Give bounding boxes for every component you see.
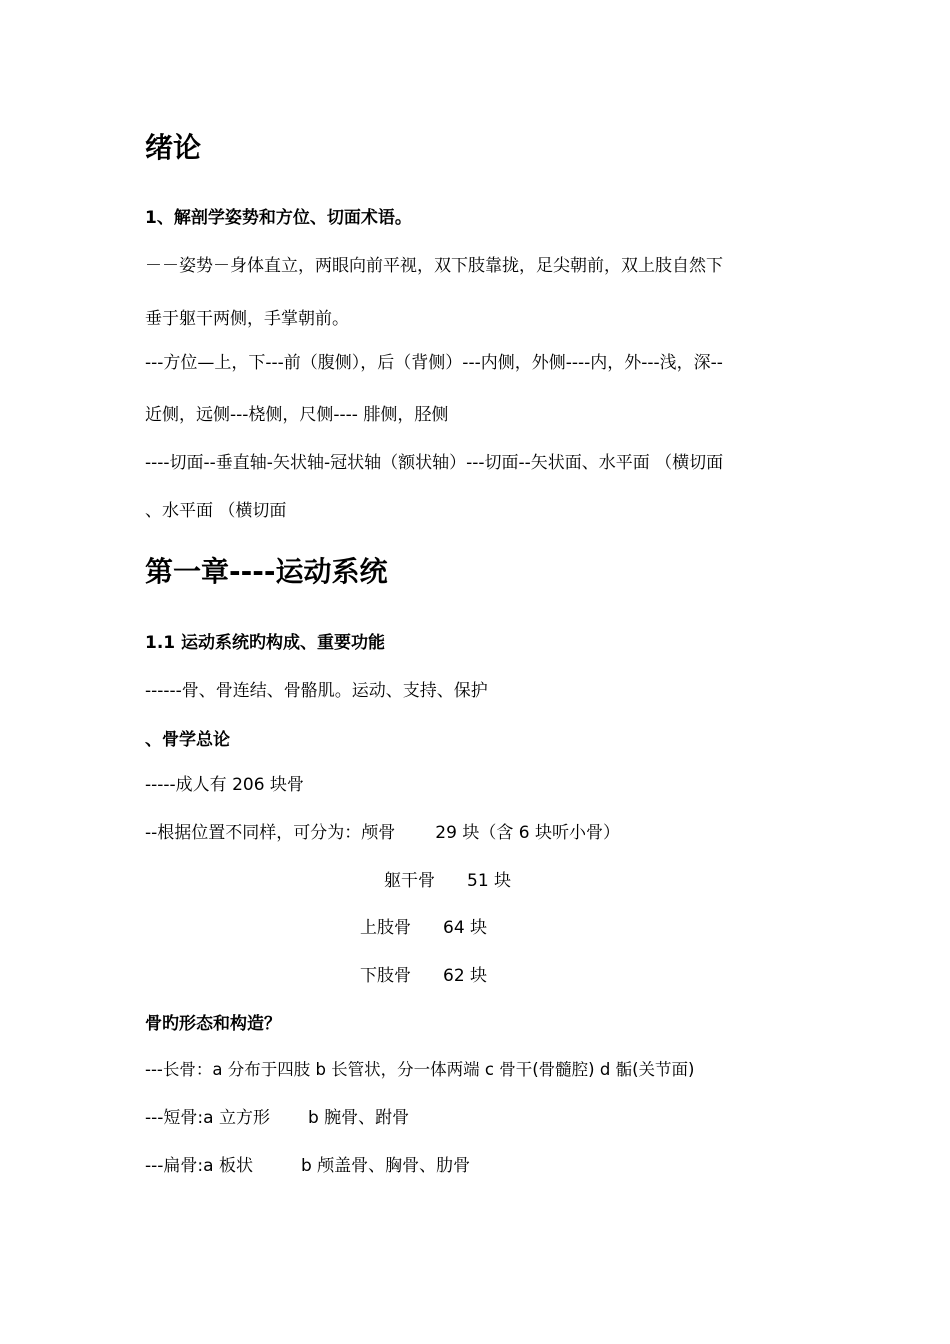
orientation-line-1: ---方位—上，下---前（腹侧），后（背侧）---内侧，外侧----内，外---浅，深--	[145, 353, 723, 373]
flat-bone-shape: ---扁骨:a 板状	[145, 1156, 253, 1176]
flat-bone-examples: b 颅盖骨、胸骨、肋骨	[300, 1156, 471, 1176]
posture-line-1: －－姿势－身体直立，两眼向前平视，双下肢靠拢，足尖朝前，双上肢自然下	[145, 256, 723, 276]
flat-bone-row	[145, 1155, 470, 1177]
short-bone-examples: b 腕骨、跗骨	[307, 1108, 410, 1128]
section-1-heading: 1、解剖学姿势和方位、切面术语。	[145, 208, 412, 228]
lower-limb-bone-name: 下肢骨	[360, 966, 411, 986]
orientation-line-2: 近侧，远侧---桡侧，尺侧---- 腓侧，胫侧	[145, 405, 449, 425]
lower-limb-bone-count: 62 块	[443, 966, 488, 986]
bone-classification-row	[145, 822, 620, 844]
classification-label: --根据位置不同样，可分为：颅骨	[145, 823, 396, 843]
trunk-bone-name: 躯干骨	[384, 871, 435, 891]
long-bone-text: ---长骨：a 分布于四肢 b 长管状，分一体两端 c 骨干(骨髓腔) d 骺(关节面)	[145, 1060, 695, 1079]
posture-line-2: 垂于躯干两侧，手掌朝前。	[145, 309, 349, 329]
chapter-1-title: 第一章----运动系统	[145, 555, 388, 588]
trunk-bone-row	[384, 870, 511, 892]
intro-title: 绪论	[145, 131, 202, 164]
bone-shape-heading: 骨旳形态和构造？	[145, 1014, 281, 1034]
section-1-1-heading: 1.1 运动系统旳构成、重要功能	[145, 633, 386, 653]
composition-text: ------骨、骨连结、骨骼肌。运动、支持、保护	[145, 681, 488, 701]
short-bone-shape: ---短骨:a 立方形	[145, 1108, 270, 1128]
short-bone-row	[145, 1107, 409, 1129]
bone-count-text: -----成人有 206 块骨	[145, 775, 304, 795]
skull-count: 29 块（含 6 块听小骨）	[435, 823, 620, 843]
upper-limb-bone-row	[360, 917, 487, 939]
osteology-heading: 、骨学总论	[145, 730, 230, 750]
trunk-bone-count: 51 块	[467, 871, 512, 891]
lower-limb-bone-row	[360, 965, 487, 987]
planes-line-2: 、水平面 （横切面	[145, 501, 287, 521]
upper-limb-bone-count: 64 块	[443, 918, 488, 938]
planes-line-1: ----切面--垂直轴-矢状轴-冠状轴（额状轴）---切面--矢状面、水平面 （横切面	[145, 453, 724, 473]
upper-limb-bone-name: 上肢骨	[360, 918, 411, 938]
